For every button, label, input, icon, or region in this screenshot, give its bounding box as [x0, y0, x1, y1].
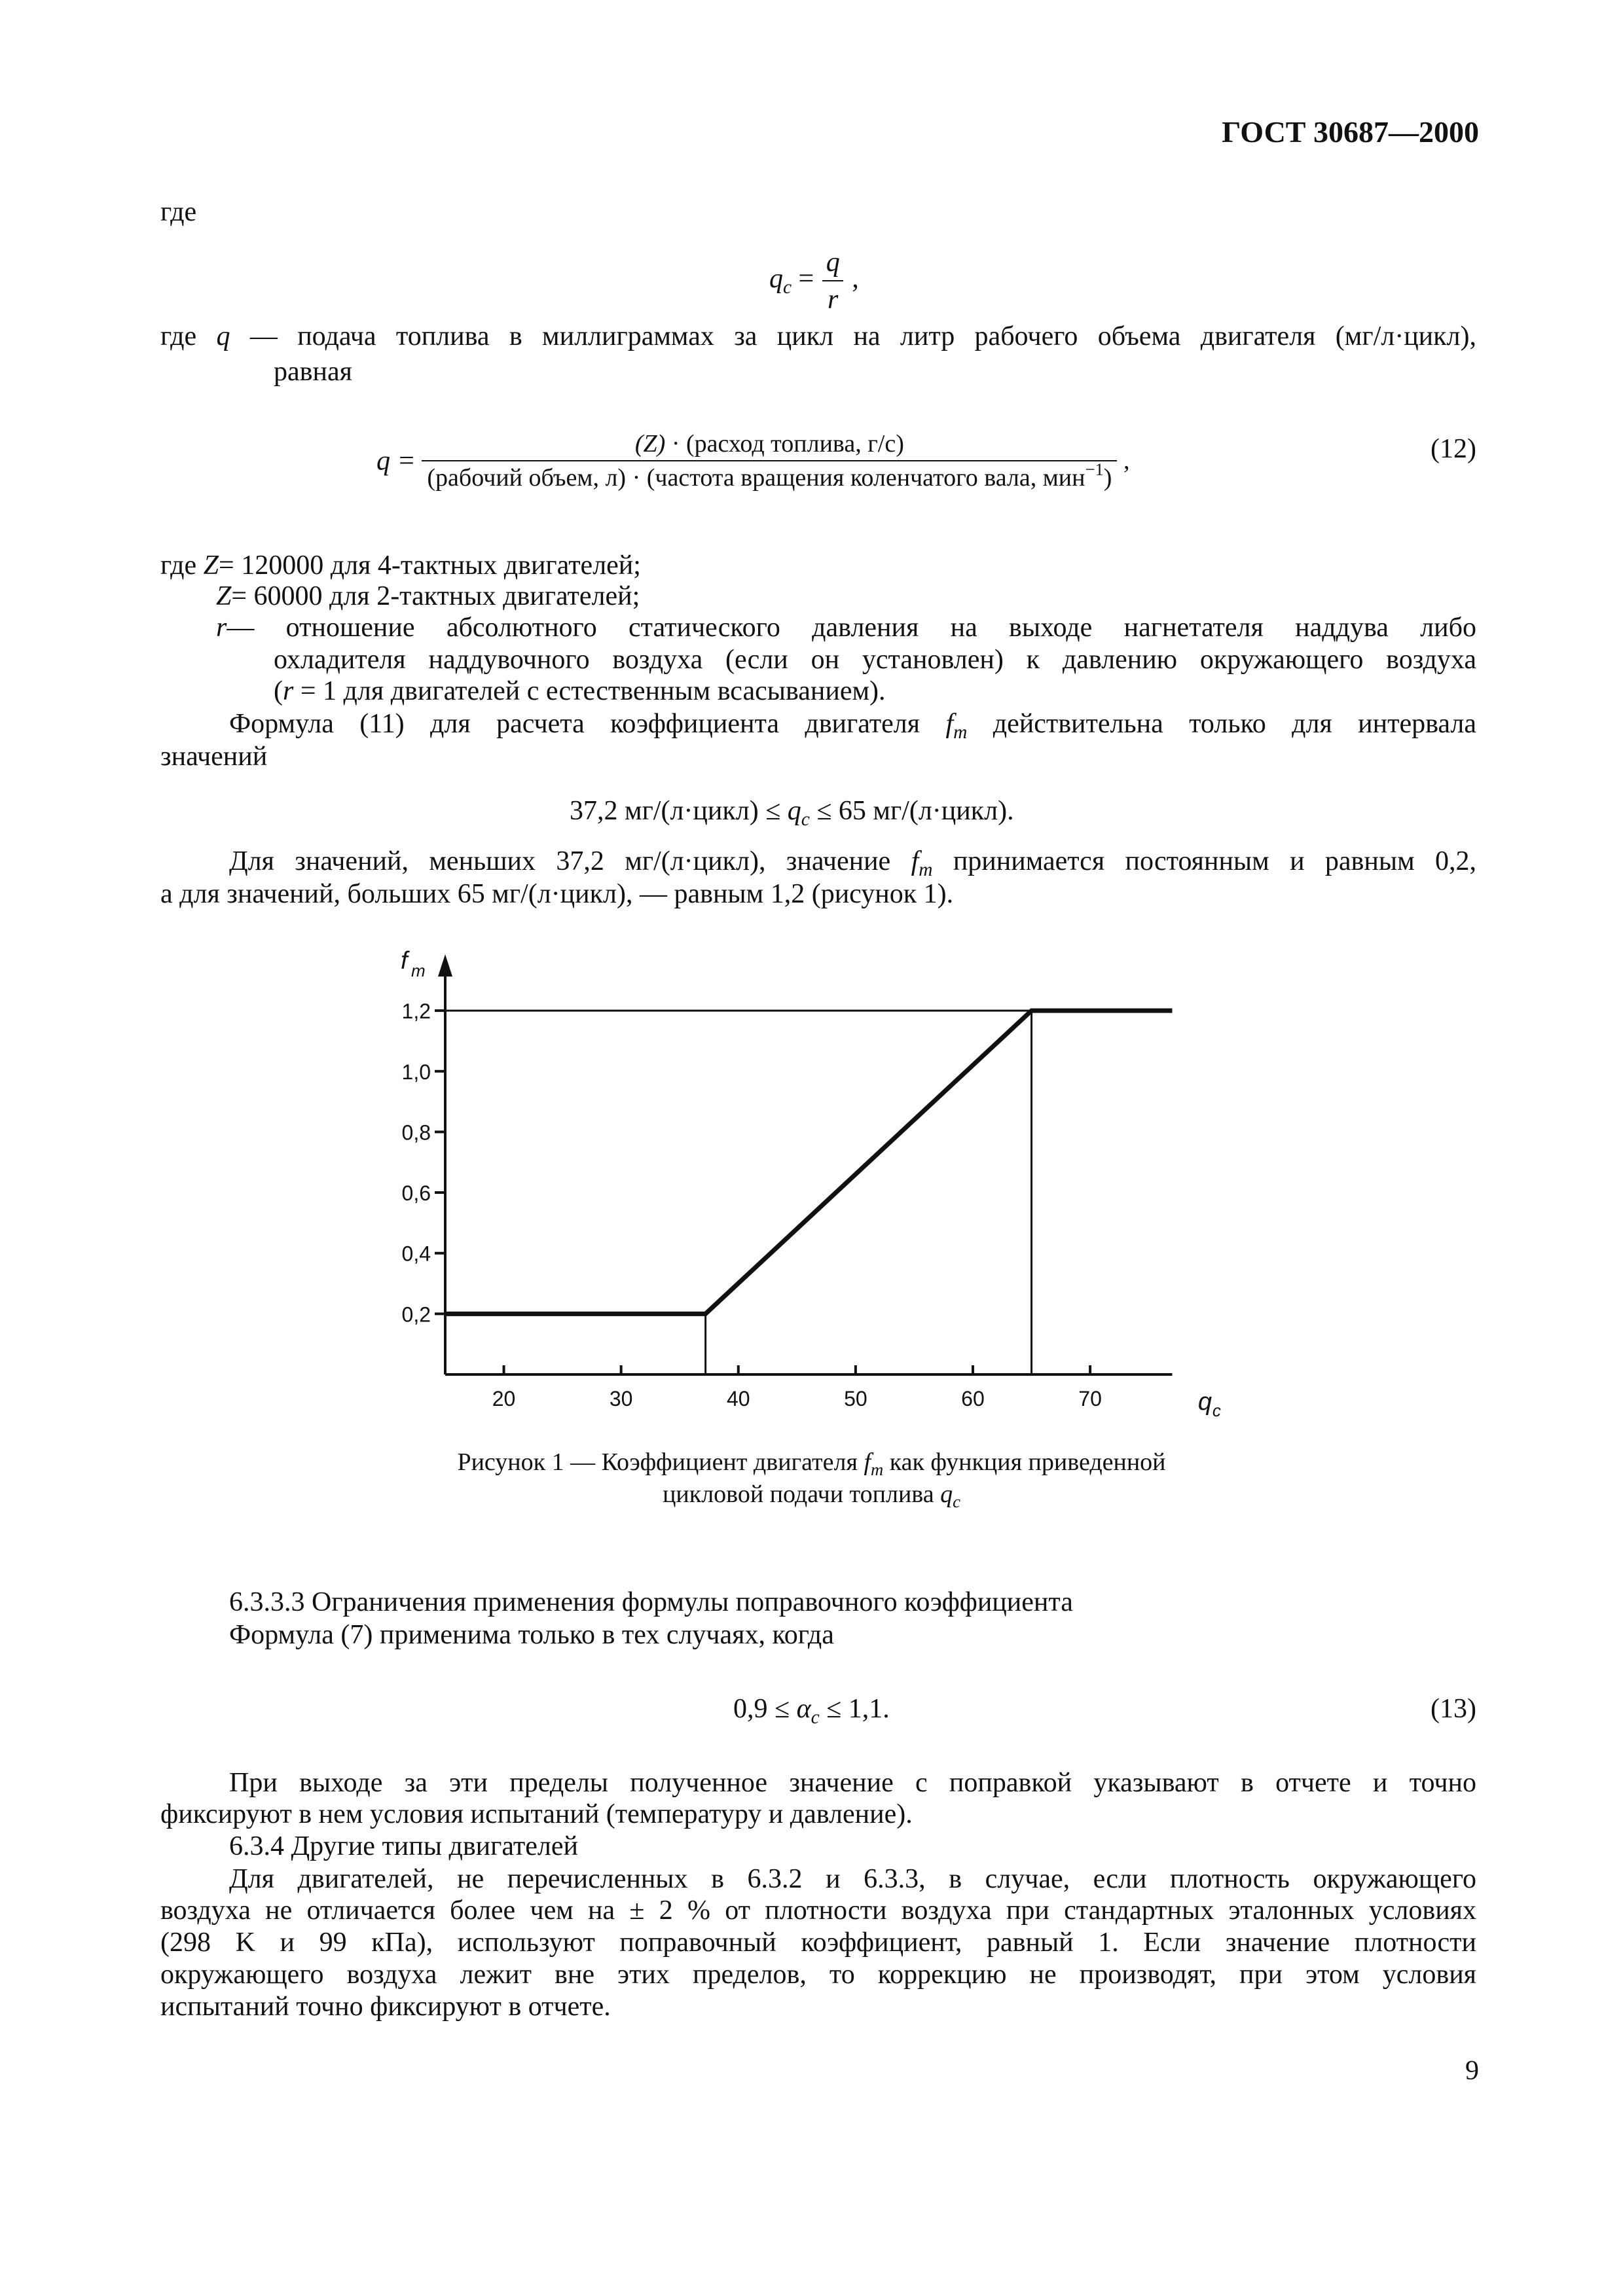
formula-q-denominator: [422, 460, 1117, 494]
para-formula11-var-sub: m: [953, 721, 968, 743]
def-r-text1: — отношение абсолютного статического давления на выходе нагнетателя наддува либо: [227, 613, 1476, 643]
def-r-line2: охладителя наддувочного воздуха (если он установлен) к давлению окружающего воздуха: [274, 645, 1476, 675]
standard-id: ГОСТ 30687—2000: [1222, 115, 1479, 149]
def-q-line1: [160, 319, 1476, 354]
section-634-line3: (298 K и 99 кПа), используют поправочный коэффициент, равный 1. Если значение плотности: [160, 1928, 1476, 1958]
para-values-part2: принимается постоянным и равным 0,2,: [953, 846, 1477, 876]
def-q-var: q: [216, 321, 230, 351]
y-tick-label: 1,2: [401, 999, 431, 1024]
interval-left: 37,2 мг/(л·цикл) ≤: [570, 796, 781, 826]
section-634-line1: Для двигателей, не перечисленных в 6.3.2 и 6.3.3, в случае, если плотность окружающего: [229, 1864, 1476, 1894]
def-z2: [216, 579, 640, 614]
def-q-lead: где: [160, 321, 197, 351]
def-z1-text: = 120000 для 4-тактных двигателей;: [219, 550, 641, 581]
formula-q: [376, 429, 1129, 493]
para-values-var-sub: m: [919, 859, 933, 880]
section-634-heading: 6.3.4 Другие типы двигателей: [229, 1831, 578, 1861]
def-q-dash: —: [249, 321, 278, 351]
section-6333-line2: Формула (7) применима только в тех случаях, когда: [229, 1620, 834, 1650]
formula-qc-num: q: [826, 247, 840, 278]
para-formula11-part2: действительна только для интервала: [993, 709, 1476, 739]
y-tick-label: 0,6: [401, 1181, 431, 1206]
formula-qc-fraction: [821, 245, 845, 317]
x-tick-label: 30: [609, 1387, 633, 1410]
def-z1-lead: где: [160, 550, 197, 581]
formula-qc-lhs: q: [769, 264, 783, 295]
para-values-part1: Для значений, меньших 37,2 мг/(л·цикл), значение: [229, 846, 891, 876]
formula-13-var-sub: c: [811, 1706, 820, 1728]
para-formula11-line1: [229, 707, 1476, 742]
figure-caption-var2-sub: c: [953, 1492, 960, 1512]
section-634-line2: воздуха не отличается более чем на ± 2 % от плотности воздуха при стандартных эталонных условиях: [160, 1895, 1476, 1926]
y-axis-label-sub: m: [411, 961, 426, 980]
formula-q-den-close: ): [1103, 463, 1112, 492]
x-tick-label: 50: [844, 1387, 867, 1410]
x-tick-label: 70: [1078, 1387, 1102, 1410]
formula-qc-eq: =: [798, 264, 814, 295]
para-values-line1: [229, 844, 1476, 879]
formula-q-den-sup: −1: [1085, 459, 1104, 479]
formula-q-fraction: [422, 429, 1117, 493]
interval-var: q: [787, 796, 801, 826]
section-634-line5: испытаний точно фиксируют в отчете.: [160, 1992, 611, 2022]
para-values-var: f: [911, 846, 919, 876]
x-axis-label-sub: c: [1212, 1401, 1221, 1420]
y-tick-label: 0,4: [401, 1242, 431, 1266]
formula-13-var: α: [796, 1694, 811, 1724]
figure-caption-var-sub: m: [871, 1459, 884, 1479]
para-limits-line2: фиксируют в нем условия испытаний (температуру и давление).: [160, 1799, 913, 1829]
def-q-text: подача топлива в миллиграммах за цикл на литр рабочего объема двигателя (мг/л·цикл),: [297, 321, 1477, 351]
formula-13-left: 0,9 ≤: [733, 1694, 790, 1724]
formula-q-den-main: (рабочий объем, л) · (частота вращения коленчатого вала, мин: [427, 463, 1085, 492]
formula-qc-tail: ,: [852, 264, 859, 295]
def-r-line3-var: r: [283, 676, 294, 706]
para-formula11-part1: Формула (11) для расчета коэффициента двигателя: [229, 709, 921, 739]
formula-12-number: (12): [1431, 434, 1476, 464]
para-limits-line1: При выходе за эти пределы полученное значение с поправкой указывают в отчете и точно: [229, 1768, 1476, 1798]
figure-caption-line2: [0, 1479, 1623, 1511]
formula-13-number: (13): [1431, 1694, 1476, 1724]
formula-qc: [769, 245, 859, 317]
formula-q-num-rest: · (расход топлива, г/с): [671, 430, 904, 457]
def-r-var: r: [216, 613, 227, 643]
def-q-line2: равная: [274, 357, 352, 387]
def-z1-var: Z: [203, 550, 219, 581]
y-tick-label: 1,0: [401, 1060, 431, 1084]
interval-var-sub: c: [801, 808, 810, 830]
section-634-line4: окружающего воздуха лежит вне этих пределов, то коррекцию не производят, при этом условия: [160, 1960, 1476, 1990]
y-tick-label: 0,8: [401, 1121, 431, 1145]
formula-13-right: ≤ 1,1.: [826, 1694, 890, 1724]
interval-right: ≤ 65 мг/(л·цикл).: [816, 796, 1014, 826]
figure-caption-var: f: [864, 1448, 871, 1476]
def-r-line3-rest: = 1 для двигателей с естественным всасыванием).: [300, 676, 886, 706]
formula-q-numerator: [630, 429, 909, 460]
intro-where: где: [160, 197, 197, 227]
x-tick-label: 20: [492, 1387, 516, 1410]
y-axis-arrow: [438, 954, 452, 977]
def-z1: [160, 548, 641, 583]
interval-formula: [570, 794, 1014, 829]
para-values-line2: а для значений, больших 65 мг/(л·цикл), — равным 1,2 (рисунок 1).: [160, 879, 954, 909]
x-tick-label: 40: [726, 1387, 750, 1410]
formula-q-tail: ,: [1123, 446, 1130, 475]
figure-caption: [0, 1446, 1623, 1511]
figure-1-chart: [367, 936, 1283, 1433]
y-axis-label: f: [401, 947, 408, 975]
def-z2-text: = 60000 для 2-тактных двигателей;: [231, 581, 640, 611]
def-r-line1: [216, 611, 1476, 645]
figure-caption-part1: Рисунок 1 — Коэффициент двигателя: [457, 1448, 858, 1476]
def-z2-var: Z: [216, 581, 232, 611]
figure-caption-line2-text: цикловой подачи топлива: [663, 1480, 934, 1509]
figure-caption-var2: q: [940, 1480, 953, 1509]
figure-caption-line1: [0, 1446, 1623, 1479]
y-tick-label: 0,2: [401, 1302, 431, 1327]
x-tick-label: 60: [961, 1387, 985, 1410]
para-formula11-var: f: [945, 709, 954, 739]
figure-caption-part2: как функция приведенной: [889, 1448, 1166, 1476]
section-6333-heading: 6.3.3.3 Ограничения применения формулы поправочного коэффициента: [229, 1587, 1073, 1617]
formula-qc-lhs-sub: c: [783, 276, 792, 298]
formula-13: [733, 1692, 890, 1727]
formula-q-lhs: q =: [376, 446, 416, 476]
formula-qc-den: r: [822, 280, 843, 317]
def-r-line3: [274, 674, 886, 709]
series-line-f_m: [445, 1011, 1172, 1314]
def-r-line3-open: (: [274, 676, 283, 706]
x-axis-label: q: [1197, 1388, 1212, 1416]
page-number: 9: [1465, 2056, 1479, 2086]
formula-q-num-z: (Z): [634, 430, 666, 457]
para-formula11-line2: значений: [160, 742, 268, 772]
